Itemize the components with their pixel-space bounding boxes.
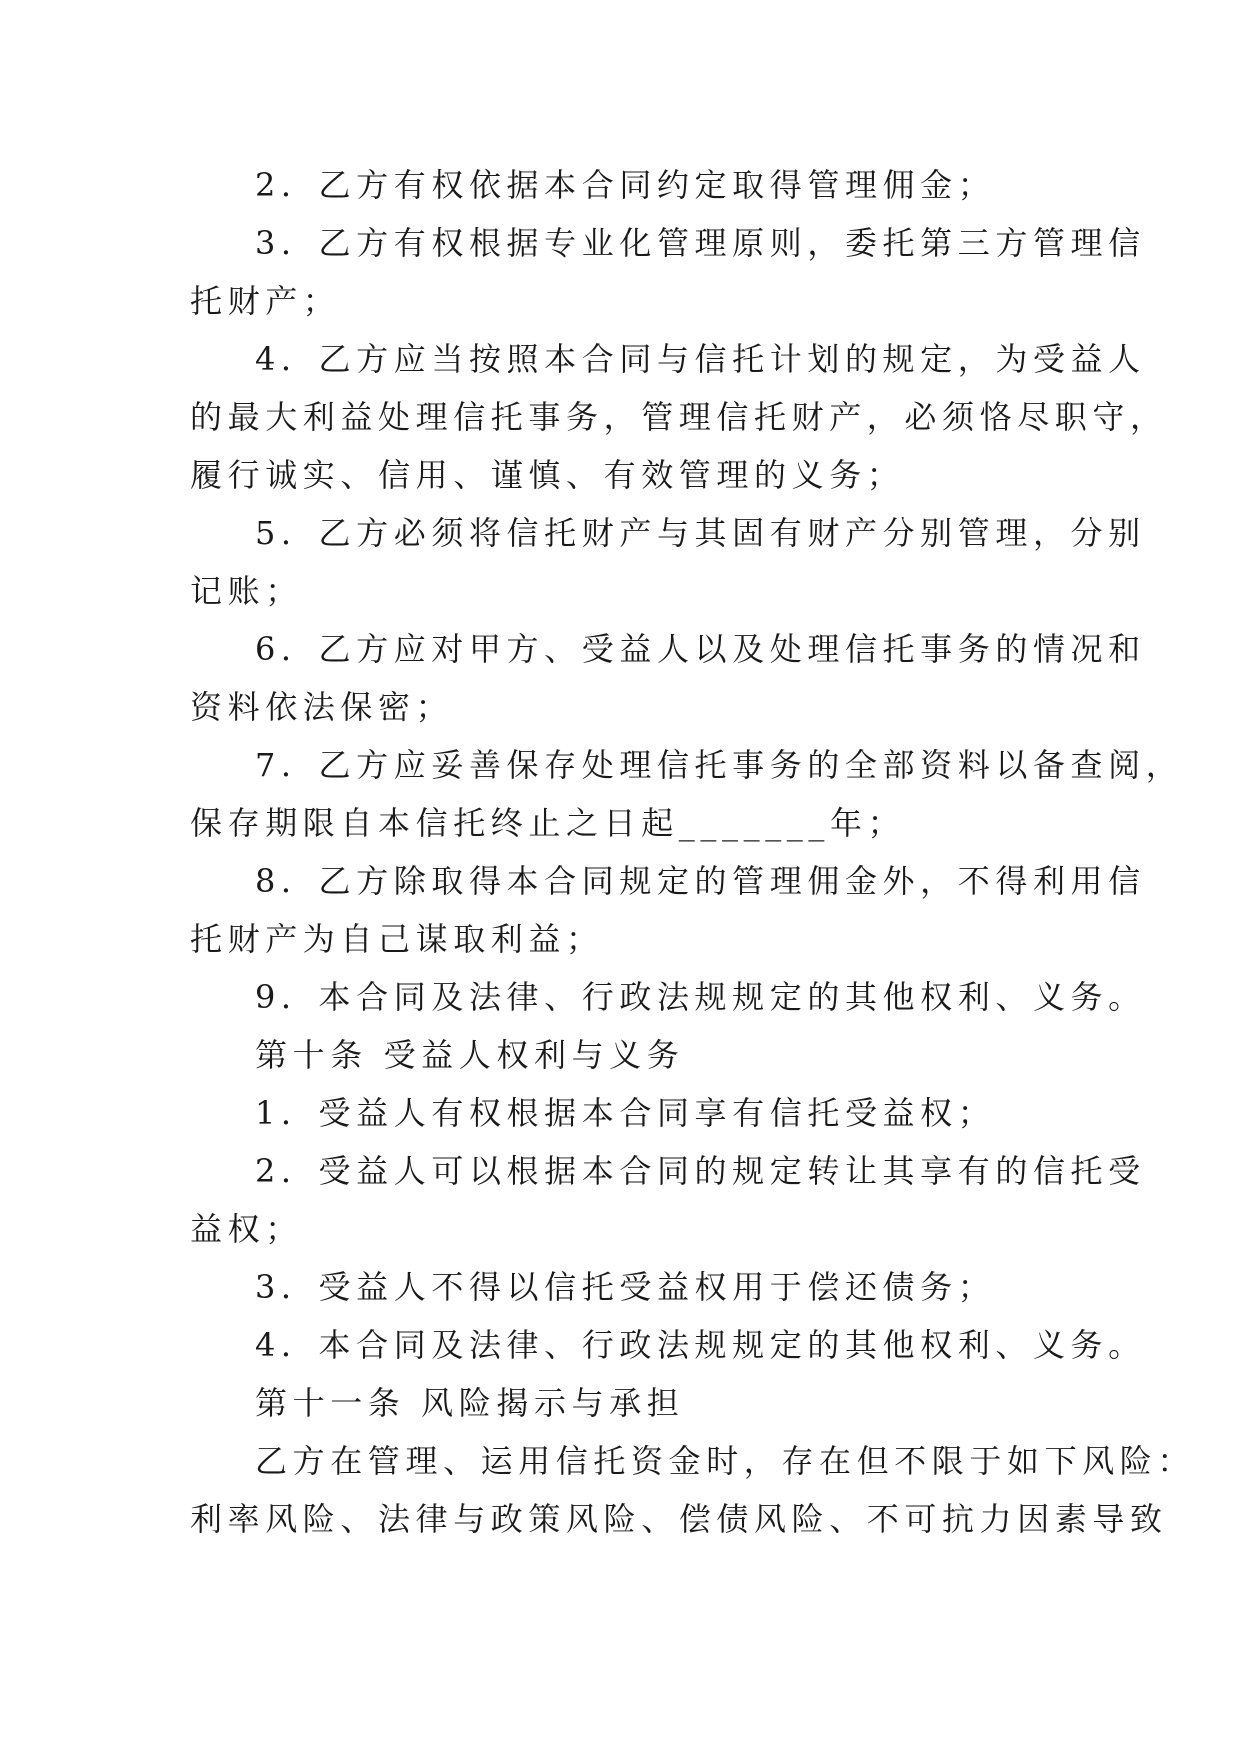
text-line: 8．乙方除取得本合同规定的管理佣金外，不得利用信 xyxy=(255,862,1146,900)
text-line: 4．乙方应当按照本合同与信托计划的规定，为受益人 xyxy=(255,340,1146,378)
text-line: 2．乙方有权依据本合同约定取得管理佣金； xyxy=(255,166,996,204)
text-line: 利率风险、法律与政策风险、偿债风险、不可抗力因素导致 xyxy=(190,1500,1168,1538)
section-heading: 第十一条 风险揭示与承担 xyxy=(255,1384,685,1422)
text-line: 乙方在管理、运用信托资金时，存在但不限于如下风险： xyxy=(255,1442,1196,1480)
text-line: 9．本合同及法律、行政法规规定的其他权利、义务。 xyxy=(255,978,1146,1016)
text-line: 2．受益人可以根据本合同的规定转让其享有的信托受 xyxy=(255,1152,1146,1190)
text-line: 6．乙方应对甲方、受益人以及处理信托事务的情况和 xyxy=(255,630,1146,668)
text-line: 3．乙方有权根据专业化管理原则，委托第三方管理信 xyxy=(255,224,1146,262)
text-line: 托财产； xyxy=(190,282,341,320)
text-line: 托财产为自己谋取利益； xyxy=(190,920,604,958)
text-line: 4．本合同及法律、行政法规规定的其他权利、义务。 xyxy=(255,1326,1146,1364)
text-line: 益权； xyxy=(190,1210,303,1248)
text-line: 5．乙方必须将信托财产与其固有财产分别管理，分别 xyxy=(255,514,1146,552)
text-line: 记账； xyxy=(190,572,303,610)
text-line: 资料依法保密； xyxy=(190,688,454,726)
text-line: 的最大利益处理信托事务，管理信托财产，必须恪尽职守， xyxy=(190,398,1168,436)
section-heading: 第十条 受益人权利与义务 xyxy=(255,1036,685,1074)
text-line: 履行诚实、信用、谨慎、有效管理的义务； xyxy=(190,456,905,494)
text-line: 3．受益人不得以信托受益权用于偿还债务； xyxy=(255,1268,996,1306)
text-line: 7．乙方应妥善保存处理信托事务的全部资料以备查阅， xyxy=(255,746,1184,784)
text-line: 1．受益人有权根据本合同享有信托受益权； xyxy=(255,1094,996,1132)
text-line: 保存期限自本信托终止之日起_______年； xyxy=(190,804,906,842)
